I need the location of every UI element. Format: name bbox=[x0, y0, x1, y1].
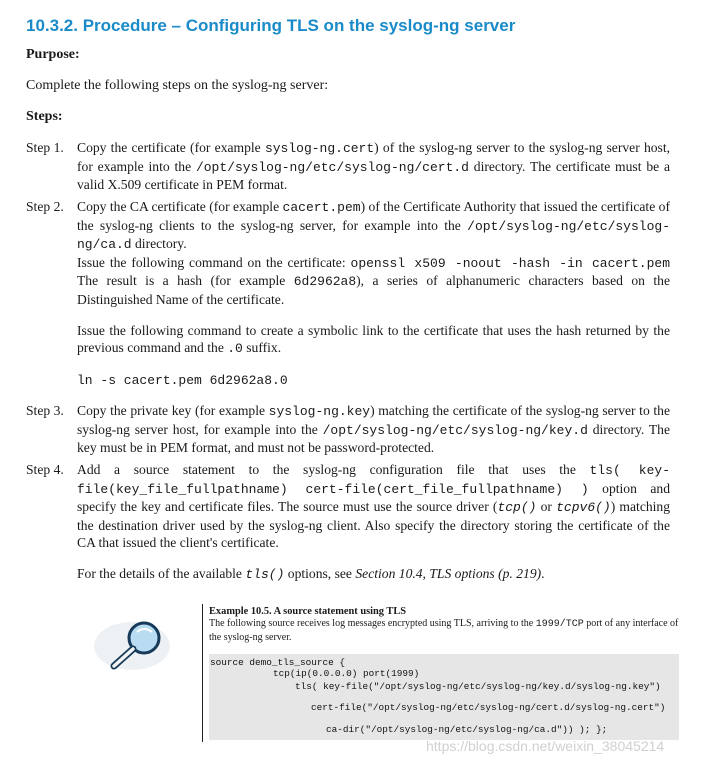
purpose-label: Purpose: bbox=[26, 47, 80, 62]
code-line: cert-file("/opt/syslog-ng/etc/syslog-ng/cert.d/syslog-ng.cert") bbox=[311, 701, 666, 713]
step-body: Copy the certificate (for example syslog-ng.cert) of the syslog-ng server to the syslog-ng server host, for example into the /opt/syslog-ng/etc/syslog-ng/cert.d directory. The certificate must be a valid X.509 certificate in PEM format. bbox=[77, 140, 671, 193]
watermark: https://blog.csdn.net/weixin_38045214 bbox=[426, 738, 665, 754]
code-line: tls( key-file("/opt/syslog-ng/etc/syslog-ng/key.d/syslog-ng.key") bbox=[295, 680, 661, 692]
command-line: ln -s cacert.pem 6d2962a8.0 bbox=[77, 372, 288, 388]
step-3 bbox=[26, 402, 670, 457]
step-number: Step 3. bbox=[26, 403, 64, 418]
code-line: source demo_tls_source { bbox=[210, 656, 346, 668]
example-box bbox=[202, 604, 679, 742]
code-line: tcp(ip(0.0.0.0) port(1999) bbox=[273, 667, 420, 679]
example-description: The following source receives log messages encrypted using TLS, arriving to the 1999/TCP port of any interface of the syslog-ng server. bbox=[209, 618, 679, 643]
step-body: Copy the CA certificate (for example cacert.pem) of the Certificate Authority that issued the certificate of the syslog-ng clients to the syslog-ng server, for example into the /opt/syslog-ng/etc/syslog-ng/ca.d directory. Issue the following command on the certificate: openssl x509 -noout -hash -in cacert.pem The result is a hash (for example 6d2962a8), a series of alphanumeric characters based on the Distinguished Name of the certificate. Issue the following command to create a symbolic link to the certificate that uses the hash returned by the previous command and the .0 suffix. ln -s cacert.pem 6d2962a8.0 bbox=[77, 199, 670, 388]
code-line: ca-dir("/opt/syslog-ng/etc/syslog-ng/ca.d")) ); }; bbox=[326, 723, 608, 735]
step-number: Step 4. bbox=[26, 462, 64, 477]
step-2 bbox=[26, 198, 670, 389]
code-block bbox=[209, 654, 679, 740]
example-title: Example 10.5. A source statement using TLS bbox=[209, 606, 407, 617]
step-body: Copy the private key (for example syslog-ng.key) matching the certificate of the syslog-ng server to the syslog-ng server host, for example into the /opt/syslog-ng/etc/syslog-ng/key.d directory. The key must be in PEM format, and must not be password-protected. bbox=[77, 403, 671, 456]
intro-text: Complete the following steps on the syslog-ng server: bbox=[26, 78, 329, 93]
section-reference-link[interactable]: Section 10.4, TLS options (p. 219) bbox=[355, 565, 542, 581]
magnifier-icon bbox=[92, 612, 178, 674]
step-number: Step 1. bbox=[26, 140, 64, 155]
step-number: Step 2. bbox=[26, 199, 64, 214]
section-title: 10.3.2. Procedure – Configuring TLS on the syslog-ng server bbox=[26, 16, 516, 35]
step-1 bbox=[26, 139, 670, 194]
steps-label: Steps: bbox=[26, 109, 63, 124]
step-body: Add a source statement to the syslog-ng configuration file that uses the tls( key-file(key_file_fullpathname) cert-file(cert_file_fullpathname) ) option and specify the key and certificate files. The source must use the source driver (tcp() or tcpv6()) matching the destination driver used by the syslog-ng client. Also specify the directory storing the certificate of the CA that issued the client's certificate. For the details of the available tls() options, see Section 10.4, TLS options (p. 219). bbox=[77, 462, 671, 582]
step-4 bbox=[26, 461, 670, 584]
